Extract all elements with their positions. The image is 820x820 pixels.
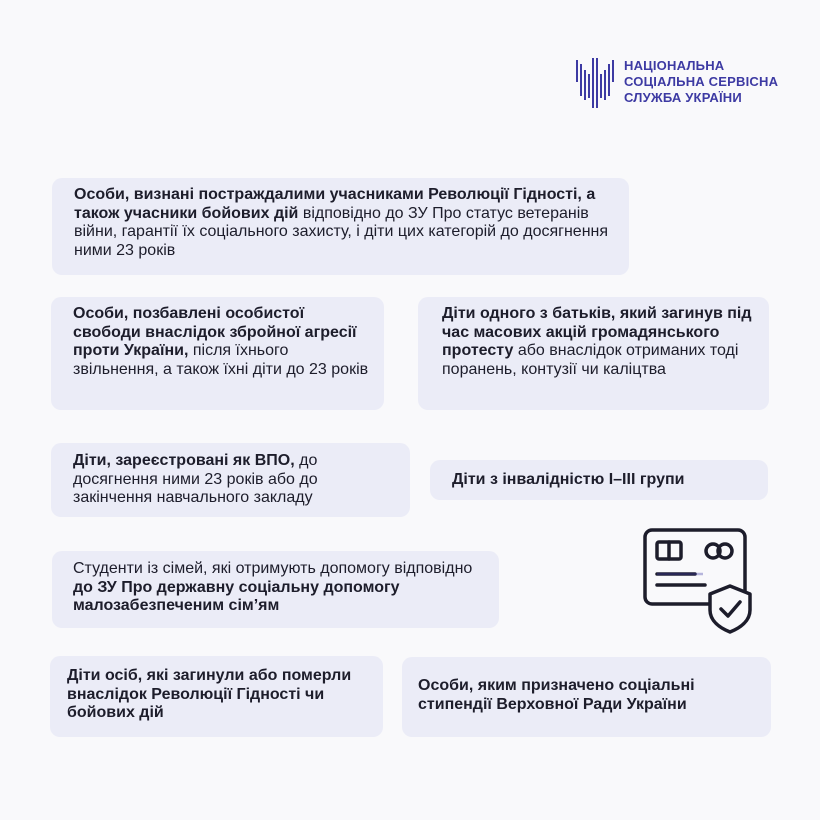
card-disabled-children: [430, 460, 768, 500]
card-bold-text: Діти з інвалідністю I–III групи: [452, 471, 685, 488]
card-bold-text: Особи, визнані постраждалими учасниками Революції Гідності, а також учасники бойових дій: [74, 186, 596, 222]
logo-line-1: НАЦІОНАЛЬНА: [624, 58, 725, 73]
card-low-income-students: [52, 551, 499, 628]
card-bold-text: Діти, зареєстровані як ВПО,: [73, 452, 295, 469]
card-rada-scholarship: [402, 657, 771, 737]
card-protest-victims-children: [418, 297, 769, 410]
card-bold-text: Особи, яким призначено соціальні стипендії Верховної Ради України: [418, 677, 695, 713]
card-bold-text: Діти одного з батьків, який загинув під час масових акцій громадянського протесту: [442, 305, 752, 359]
trident-logo-icon: [574, 52, 616, 112]
card-revolution-participants: [52, 178, 629, 275]
card-idp-children: [51, 443, 410, 517]
logo: [574, 52, 778, 112]
logo-text: [624, 58, 778, 106]
card-bold-text: Діти осіб, які загинули або померли внаслідок Революції Гідності чи бойових дій: [67, 667, 352, 721]
card-bold-text: Особи, позбавлені особистої свободи внаслідок збройної агресії проти України,: [73, 305, 357, 359]
card-plain-text: після їхнього звільнення, а також їхні діти до 23 років: [73, 342, 369, 378]
card-plain-text: відповідно до ЗУ Про статус ветеранів війни, гарантії їх соціального захисту, і діти цих категорій до досягнення ними 23 років: [74, 204, 609, 259]
card-plain-text: до досягнення ними 23 років або до закінчення навчального закладу: [73, 452, 318, 506]
logo-line-2: СОЦІАЛЬНА СЕРВІСНА: [624, 74, 779, 89]
credit-card-shield-icon: [643, 528, 758, 641]
logo-line-3: СЛУЖБА УКРАЇНИ: [624, 90, 742, 105]
card-plain-text: Студенти із сімей, які отримують допомогу відповідно: [73, 560, 473, 577]
card-plain-text: або внаслідок отриманих тоді поранень, контузії чи каліцтва: [442, 342, 739, 378]
card-bold-text: до ЗУ Про державну соціальну допомогу малозабезпеченим сім’ям: [73, 578, 400, 614]
card-deceased-children: [50, 656, 383, 737]
card-freed-persons: [51, 297, 384, 410]
